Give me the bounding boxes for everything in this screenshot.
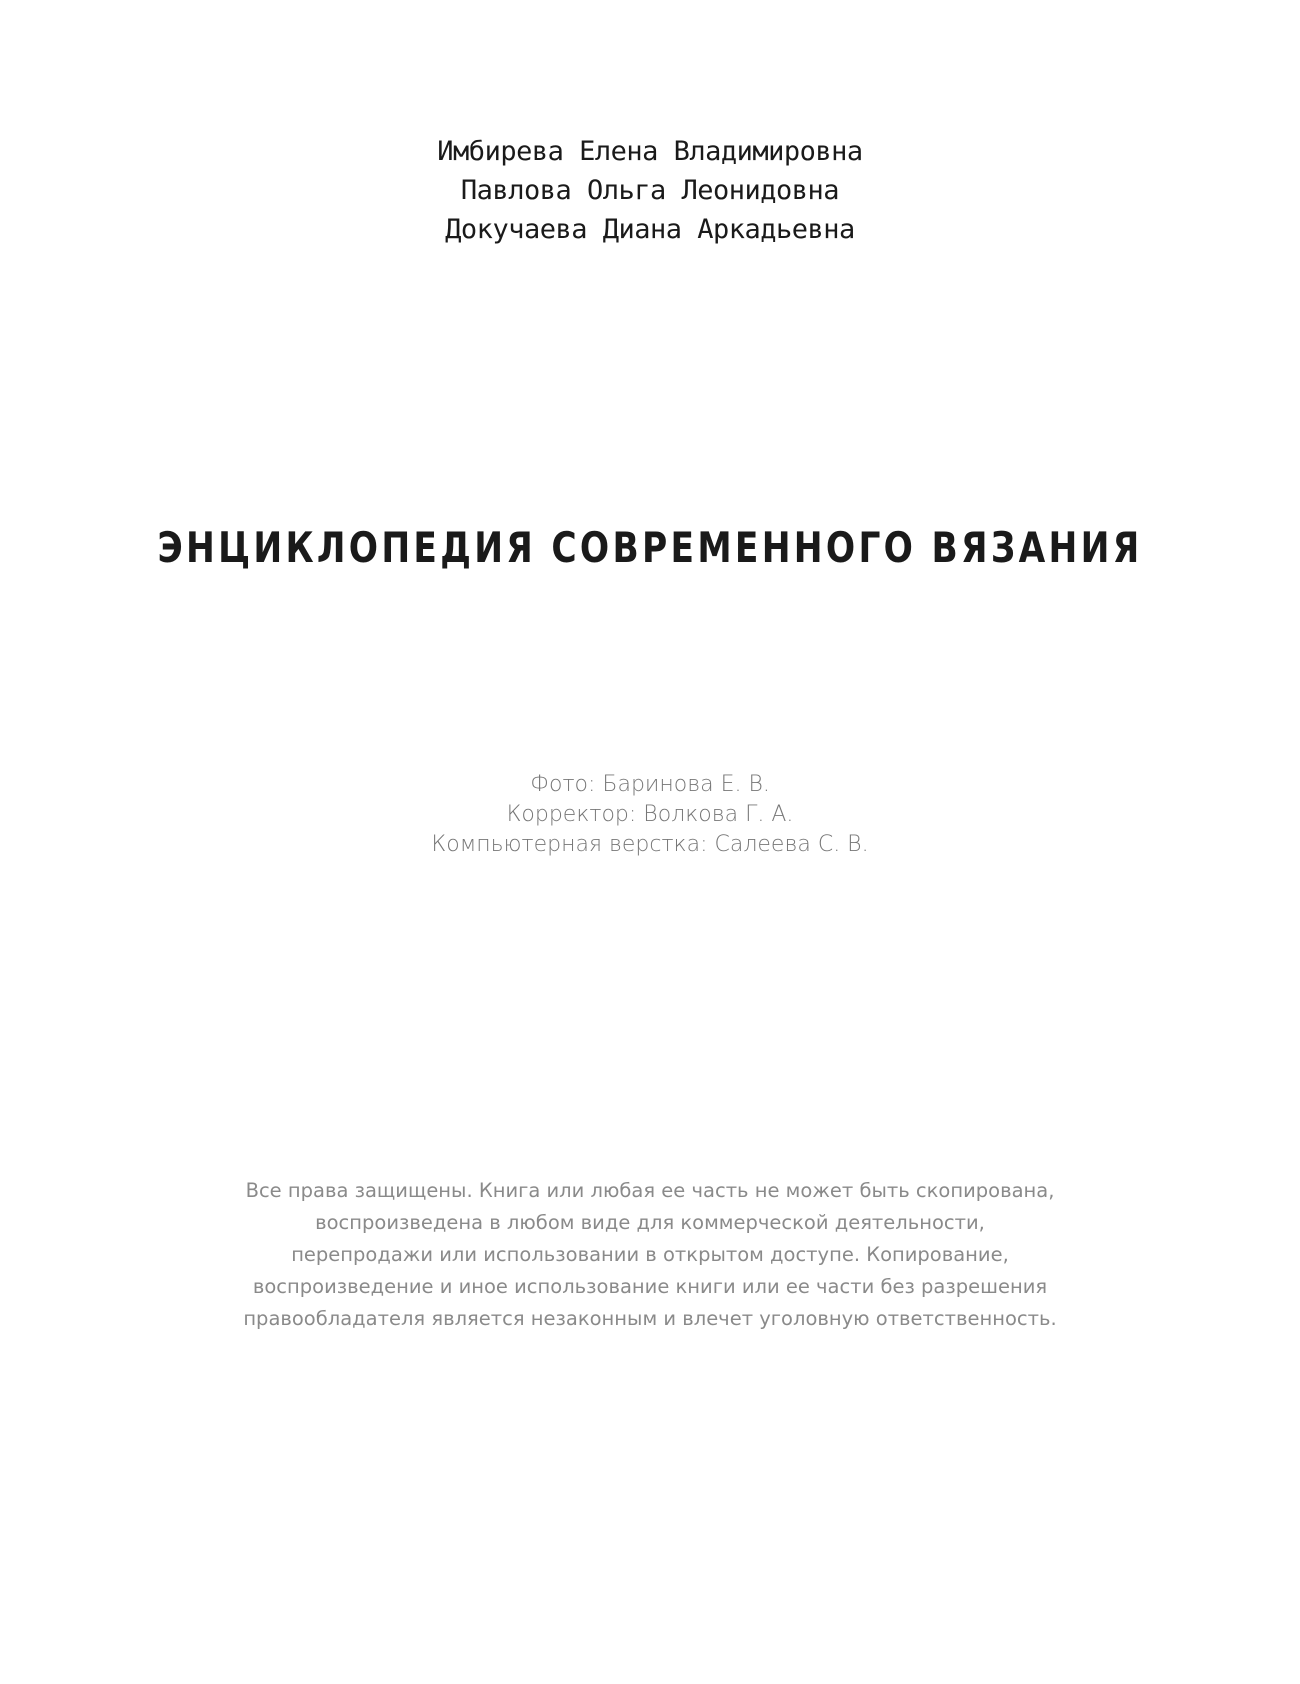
copyright-notice — [0, 1175, 1300, 1335]
authors-block — [0, 132, 1300, 249]
copyright-line: Все права защищены. Книга или любая ее часть не может быть скопирована, — [245, 1179, 1055, 1202]
credit-proofreader: Корректор: Волкова Г. А. — [506, 802, 794, 827]
author-name: Докучаева Диана Аркадьевна — [445, 214, 855, 245]
book-title: ЭНЦИКЛОПЕДИЯ СОВРЕМЕННОГО ВЯЗАНИЯ — [157, 523, 1143, 572]
copyright-line: правообладателя является незаконным и влечет уголовную ответственность. — [243, 1307, 1057, 1330]
credits-block — [0, 770, 1300, 860]
author-name: Имбирева Елена Владимировна — [437, 136, 863, 167]
copyright-line: перепродажи или использовании в открытом доступе. Копирование, — [291, 1243, 1009, 1266]
credit-layout: Компьютерная верстка: Салеева С. В. — [431, 832, 869, 857]
copyright-line: воспроизведена в любом виде для коммерческой деятельности, — [315, 1211, 985, 1234]
copyright-line: воспроизведение и иное использование книги или ее части без разрешения — [252, 1275, 1048, 1298]
credit-photo: Фото: Баринова Е. В. — [530, 772, 770, 797]
author-name: Павлова Ольга Леонидовна — [460, 175, 840, 206]
